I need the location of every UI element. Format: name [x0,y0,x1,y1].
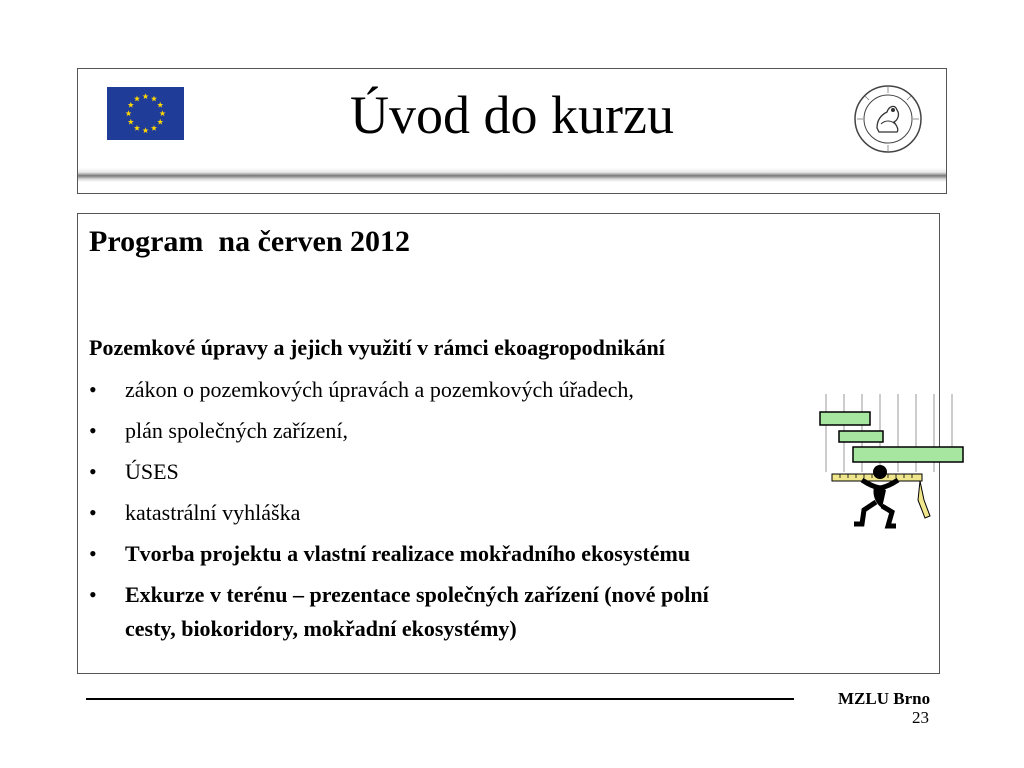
eu-star-icon [159,110,165,116]
list-item-text: ÚSES [125,459,179,484]
header-divider [78,168,946,182]
university-seal-logo [853,84,923,154]
list-item-text: zákon o pozemkových úpravách a pozemkových úřadech, [125,377,634,402]
footer-divider [86,698,794,700]
eu-star-icon [142,93,148,99]
eu-star-icon [157,102,163,108]
eu-flag-logo [107,87,184,140]
list-item-text-continuation: cesty, biokoridory, mokřadní ekosystémy) [125,616,517,641]
bullet-icon: • [89,500,97,525]
eu-star-icon [134,96,140,102]
list-item-text: Tvorba projektu a vlastní realizace mokřadního ekosystému [125,541,691,566]
bullet-icon: • [89,582,97,607]
eu-star-icon [151,125,157,131]
list-item-text: katastrální vyhláška [125,500,301,525]
eu-star-icon [151,96,157,102]
bullet-icon: • [89,377,97,402]
eu-star-icon [128,102,134,108]
list-item-text: Exkurze v terénu – prezentace společných zařízení (nové polní [125,582,709,607]
eu-star-icon [142,127,148,133]
bullet-icon: • [89,418,97,443]
program-heading: Program na červen 2012 [89,225,411,258]
slide-title: Úvod do kurzu [350,85,674,145]
bullet-icon: • [89,459,97,484]
list-item-text: plán společných zařízení, [125,418,348,443]
footer-brand: MZLU Brno [838,689,931,708]
section-title: Pozemkové úpravy a jejich využití v rámci ekoagropodnikání [89,335,665,360]
eu-stars-icon [107,87,184,140]
page-number: 23 [912,708,929,727]
eu-star-icon [128,119,134,125]
eu-star-icon [134,125,140,131]
bullet-icon: • [89,541,97,566]
eu-star-icon [157,119,163,125]
eu-star-icon [125,110,131,116]
person-carrying-blocks-illustration [812,392,967,532]
